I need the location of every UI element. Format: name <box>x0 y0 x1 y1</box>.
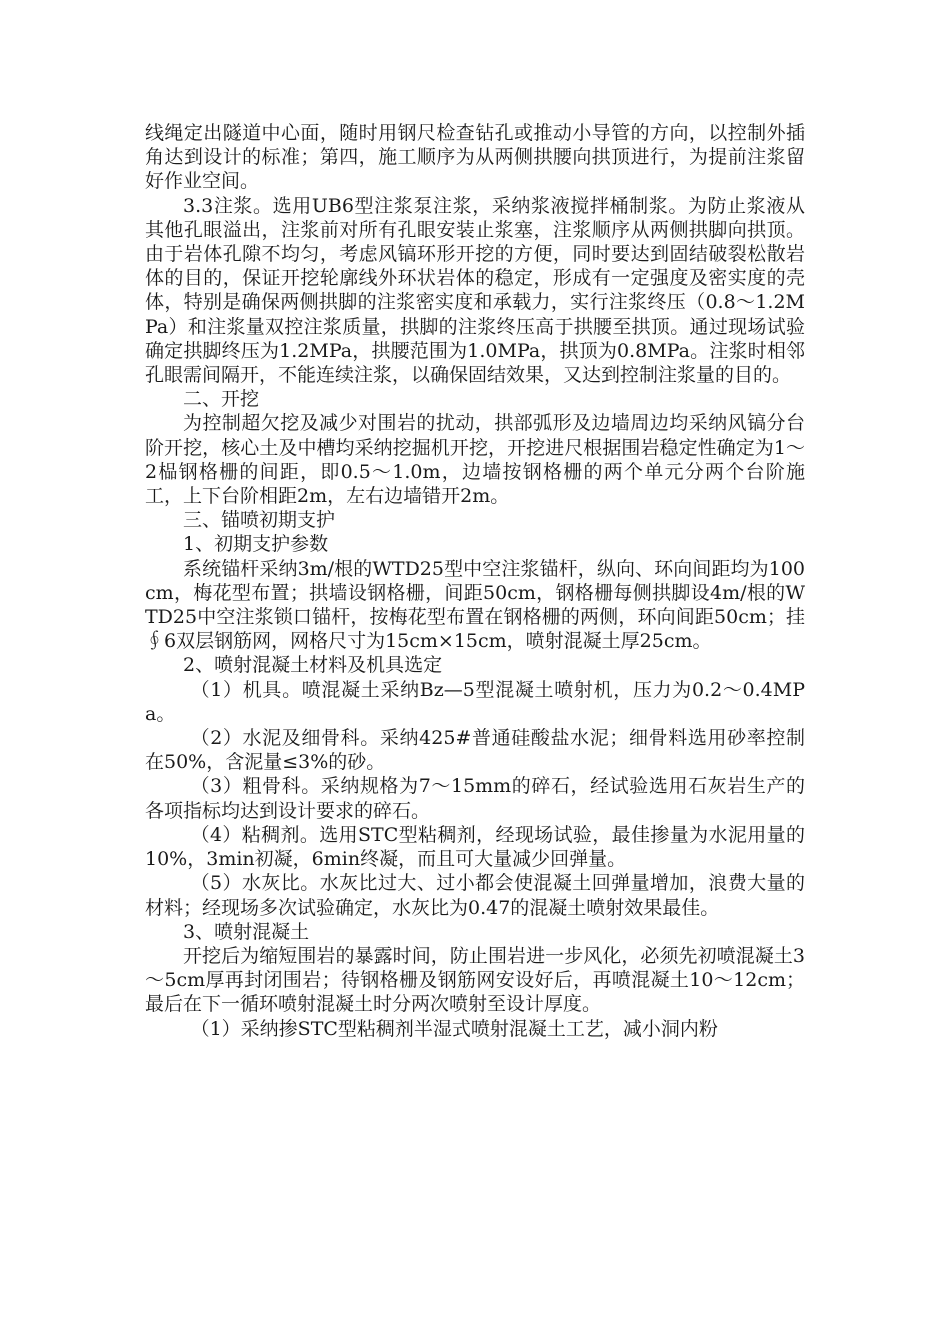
heading-excavation: 二、开挖 <box>183 388 260 411</box>
paragraph-shotcrete-process: 开挖后为缩短围岩的暴露时间，防止围岩进一步风化，必须先初喷混凝土3～5cm厚再封闭围岩；待钢格栅及钢筋网安设好后，再喷混凝土10～12cm；最后在下一循环喷射混凝土时分两次喷射至设计厚度。 <box>145 944 805 1016</box>
subheading-shotcrete-materials: 2、喷射混凝土材料及机具选定 <box>183 654 443 677</box>
paragraph-drilling-direction: 线绳定出隧道中心面，随时用钢尺检查钻孔或推动小导管的方向，以控制外插角达到设计的标准；第四，施工顺序为从两侧拱腰向拱顶进行，为提前注浆留好作业空间。 <box>145 122 805 193</box>
paragraph-grouting: 3.3注浆。选用UB6型注浆泵注浆，采纳浆液搅拌桶制浆。为防止浆液从其他孔眼溢出，注浆前对所有孔眼安装止浆塞，注浆顺序从两侧拱脚向拱顶。由于岩体孔隙不均匀，考虑风镐环形开挖的方便，同时要达到固结破裂松散岩体的目的，保证开挖轮廓线外环状岩体的稳定，形成有一定强度及密实度的壳体，特别是确保两侧拱脚的注浆密实度和承载力，实行注浆终压（0.8～1.2MPa）和注浆量双控注浆质量，拱脚的注浆终压高于拱腰至拱顶。通过现场试验确定拱脚终压为1.2MPa，拱腰范围为1.0MPa，拱顶为0.8MPa。注浆时相邻孔眼需间隔开，不能连续注浆，以确保固结效果，又达到控制注浆量的目的。 <box>145 194 805 387</box>
list-item-thickener: （4）粘稠剂。选用STC型粘稠剂，经现场试验，最佳掺量为水泥用量的10%，3min初凝，6min终凝，而且可大量减少回弹量。 <box>145 823 805 871</box>
paragraph-support-parameters: 系统锚杆采纳3m/根的WTD25型中空注浆锚杆，纵向、环向间距均为100cm，梅花型布置；拱墙设钢格栅，间距50cm，钢格栅每侧拱脚设4m/根的WTD25中空注浆锁口锚杆，按梅花型布置在钢格栅的两侧，环向间距50cm；挂∮6双层钢筋网，网格尺寸为15cm×15cm，喷射混凝土厚25cm。 <box>145 557 805 653</box>
subheading-shotcrete: 3、喷射混凝土 <box>183 920 310 943</box>
list-item-coarse-aggregate: （3）粗骨科。采纳规格为7～15mm的碎石，经试验选用石灰岩生产的各项指标均达到设计要求的碎石。 <box>145 775 805 822</box>
paragraph-excavation: 为控制超欠挖及减少对围岩的扰动，拱部弧形及边墙周边均采纳风镐分台阶开挖，核心土及中槽均采纳挖掘机开挖，开挖进尺根据围岩稳定性确定为1～2榀钢格栅的间距，即0.5～1.0m，边墙按钢格栅的两个单元分两个台阶施工，上下台阶相距2m，左右边墙错开2m。 <box>145 412 805 508</box>
heading-initial-support: 三、锚喷初期支护 <box>183 509 336 532</box>
list-item-water-cement-ratio: （5）水灰比。水灰比过大、过小都会使混凝土回弹量增加，浪费大量的材料；经现场多次试验确定，水灰比为0.47的混凝土喷射效果最佳。 <box>145 872 805 919</box>
document-body <box>145 121 805 1041</box>
list-item-semi-wet-shotcrete: （1）采纳掺STC型粘稠剂半湿式喷射混凝土工艺，减小洞内粉 <box>190 1017 718 1040</box>
subheading-support-parameters: 1、初期支护参数 <box>183 533 329 556</box>
list-item-machinery: （1）机具。喷混凝土采纳Bz—5型混凝土喷射机，压力为0.2～0.4MPa。 <box>145 678 805 725</box>
list-item-cement-fine-aggregate: （2）水泥及细骨科。采纳425#普通硅酸盐水泥；细骨料选用砂率控制在50%，含泥量≤3%的砂。 <box>145 727 805 774</box>
